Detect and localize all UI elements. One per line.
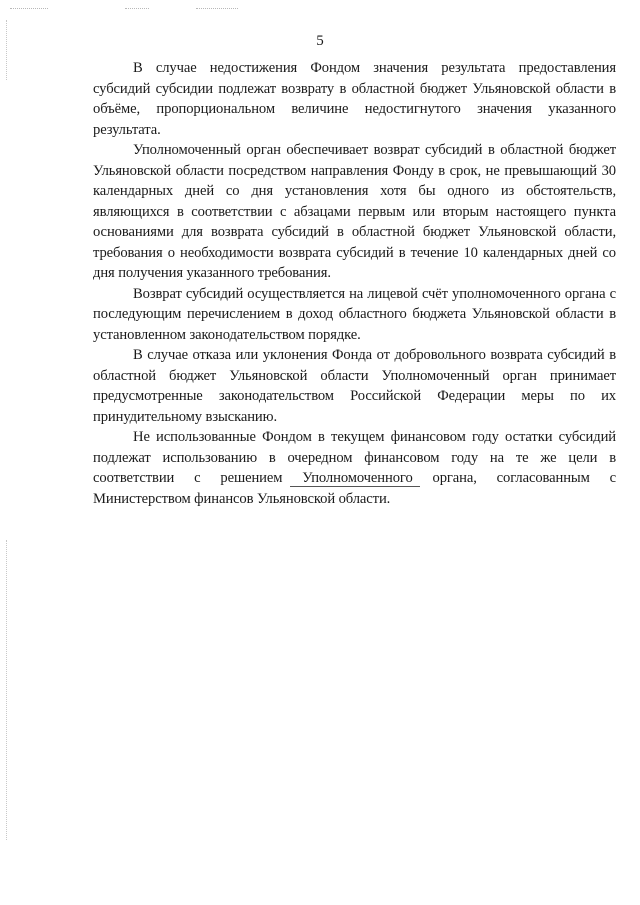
paragraph-return-account: Возврат субсидий осуществляется на лицевой счёт уполномоченного органа с последующим перечислением в доход областного бюджета Ульяновской области в установленном законодательством порядке. [93,285,616,343]
scan-artifact [6,20,9,80]
paragraph-return-demand: Уполномоченный орган обеспечивает возврат субсидий в областной бюджет Ульяновской области посредством направления Фонду в срок, не превышающий 30 календарных дней со дня установления хотя бы одного из обстоятельств, являющихся в соответствии с абзацами первым или вторым настоящего пункта основаниями для возврата субсидий в областной бюджет Ульяновской области, требования о необходимости возврата субсидий в течение 10 календарных дней со дня получения указанного требования. [93,142,616,281]
scan-artifact [10,8,48,9]
document-end-rule [290,486,420,487]
scan-artifact [125,8,149,9]
paragraph-return-shortfall: В случае недостижения Фондом значения результата предоставления субсидий субсидии подлежат возврату в областной бюджет Ульяновской области в объёме, пропорциональном величине недостигнутого значения указанного результата. [93,60,616,138]
document-body [93,58,616,509]
page-number: 5 [316,33,324,49]
scan-artifact [6,540,9,840]
paragraph-unused-balances: Не использованные Фондом в текущем финансовом году остатки субсидий подлежат использованию в очередном финансовом году на те же цели в соответствии с решением Уполномоченного органа, согласованным с Министерством финансов Ульяновской области. [93,429,616,507]
scan-artifact [196,8,238,9]
paragraph-enforced-recovery: В случае отказа или уклонения Фонда от добровольного возврата субсидий в областной бюджет Ульяновской области Уполномоченный орган принимает предусмотренные законодательством Российской Федерации меры по их принудительному взысканию. [93,347,616,425]
